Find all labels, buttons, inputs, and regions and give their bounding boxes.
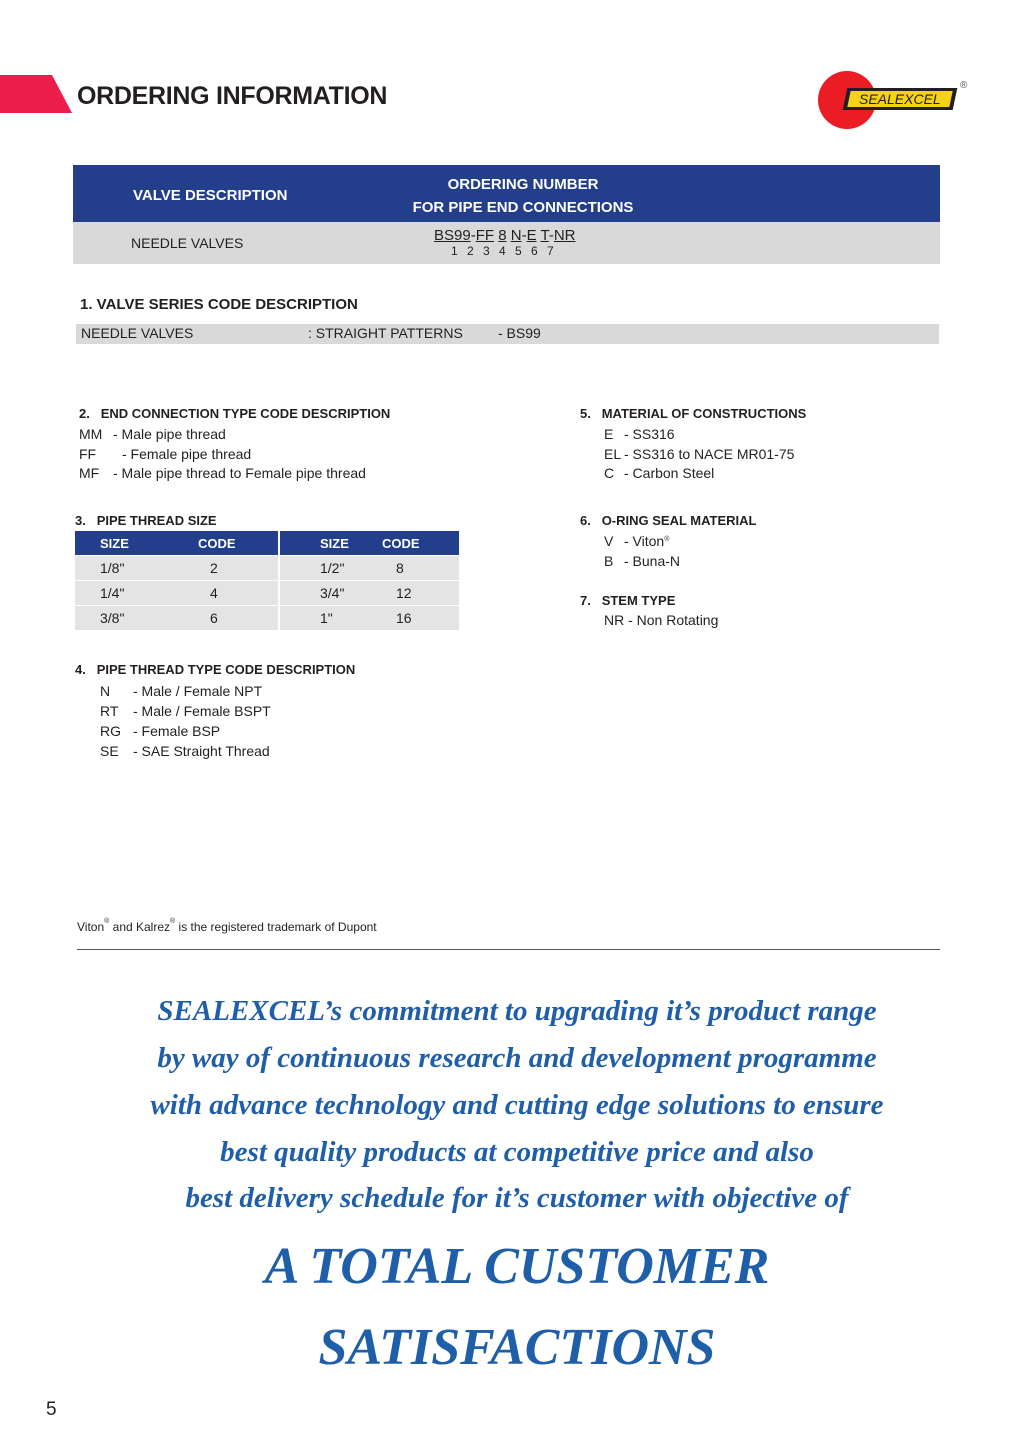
header-accent-tab bbox=[0, 75, 72, 113]
section7-title: STEM TYPE bbox=[601, 593, 676, 608]
section4-heading bbox=[75, 662, 355, 677]
list-item bbox=[79, 445, 366, 465]
section3-number: 3. bbox=[75, 513, 86, 528]
section6-heading bbox=[580, 513, 756, 528]
seal-material-list bbox=[604, 532, 680, 571]
logo-text: SEALEXCEL bbox=[859, 91, 941, 107]
item-desc: - Male / Female NPT bbox=[133, 683, 263, 699]
section5-title: MATERIAL OF CONSTRUCTIONS bbox=[601, 406, 807, 421]
item-desc: - Viton bbox=[624, 533, 665, 549]
list-item bbox=[79, 464, 366, 484]
code-separator: - bbox=[548, 227, 554, 244]
code-part-seal: T bbox=[540, 227, 549, 244]
section7-number: 7. bbox=[580, 593, 591, 608]
table-row bbox=[75, 556, 459, 581]
item-desc: - Buna-N bbox=[624, 552, 681, 569]
code-part-thread-type: N bbox=[510, 227, 522, 244]
trademark-viton: Viton bbox=[77, 920, 105, 934]
table-row bbox=[75, 606, 459, 631]
page-title: ORDERING INFORMATION bbox=[77, 82, 388, 110]
code-part-size: 8 bbox=[498, 227, 507, 244]
item-code: V bbox=[604, 533, 614, 549]
stem-type-item: NR - Non Rotating bbox=[604, 612, 719, 628]
item-code: SE bbox=[100, 743, 119, 759]
code-separator: - bbox=[470, 227, 476, 244]
section4-number: 4. bbox=[75, 662, 86, 677]
list-item bbox=[604, 464, 794, 484]
registered-mark: ® bbox=[170, 918, 176, 925]
column-header: CODE bbox=[382, 531, 459, 556]
material-list bbox=[604, 425, 794, 484]
item-desc: - Female pipe thread bbox=[122, 445, 252, 462]
valve-series-row bbox=[76, 324, 939, 344]
item-desc: - Male / Female BSPT bbox=[133, 703, 271, 719]
logo bbox=[843, 88, 958, 110]
item-desc: - Female BSP bbox=[133, 723, 221, 739]
table-cell: 3/8" bbox=[75, 606, 198, 631]
table-cell: 3/4" bbox=[279, 581, 382, 606]
slogan-headline-2: SATISFACTIONS bbox=[318, 1319, 716, 1376]
table-cell: 12 bbox=[382, 581, 459, 606]
slogan-line-4: best quality products at competitive price and also bbox=[220, 1136, 814, 1168]
section4-title: PIPE THREAD TYPE CODE DESCRIPTION bbox=[96, 662, 356, 677]
slogan-line-3: with advance technology and cutting edge solutions to ensure bbox=[150, 1089, 884, 1121]
code-part-material: E bbox=[526, 227, 537, 244]
table-header-row bbox=[75, 531, 459, 556]
section5-heading bbox=[580, 406, 806, 421]
section3-heading bbox=[75, 513, 217, 528]
series-code: - BS99 bbox=[498, 325, 541, 341]
table-cell: 8 bbox=[382, 556, 459, 581]
item-code: B bbox=[604, 552, 614, 569]
logo-registered-mark: ® bbox=[960, 80, 968, 91]
trademark-note bbox=[77, 920, 377, 934]
table-cell: 2 bbox=[198, 556, 279, 581]
ordering-code bbox=[434, 227, 576, 244]
page-number: 5 bbox=[46, 1399, 57, 1420]
trademark-owner: is the registered trademark of Dupont bbox=[175, 920, 377, 934]
table-cell: 6 bbox=[198, 606, 279, 631]
item-code: C bbox=[604, 465, 615, 481]
table-cell: 1/8" bbox=[75, 556, 198, 581]
section2-title: END CONNECTION TYPE CODE DESCRIPTION bbox=[100, 406, 391, 421]
table-cell: 1" bbox=[279, 606, 382, 631]
item-code: RG bbox=[100, 723, 121, 739]
table-cell: 16 bbox=[382, 606, 459, 631]
item-code: MM bbox=[79, 426, 103, 442]
section7-heading bbox=[580, 593, 675, 608]
item-desc: - SAE Straight Thread bbox=[133, 743, 270, 759]
section3-title: PIPE THREAD SIZE bbox=[96, 513, 217, 528]
registered-mark: ® bbox=[104, 918, 110, 925]
table-row bbox=[75, 581, 459, 606]
list-item bbox=[604, 552, 680, 572]
item-code: N bbox=[100, 683, 111, 699]
divider bbox=[77, 949, 940, 950]
item-desc: - Male pipe thread bbox=[113, 426, 226, 442]
column-header: SIZE bbox=[279, 531, 382, 556]
table-cell: 1/4" bbox=[75, 581, 198, 606]
section1-title: 1. VALVE SERIES CODE DESCRIPTION bbox=[80, 296, 358, 313]
pipe-thread-size-table bbox=[75, 531, 459, 630]
ordering-number-header bbox=[373, 173, 673, 219]
registered-mark: ® bbox=[664, 536, 670, 543]
table-cell: 1/2" bbox=[279, 556, 382, 581]
list-item bbox=[100, 721, 271, 741]
slogan-line-1: SEALEXCEL’s commitment to upgrading it’s product range bbox=[157, 995, 877, 1027]
code-part-stem: NR bbox=[553, 227, 576, 244]
slogan-line-5: best delivery schedule for it’s customer with objective of bbox=[185, 1182, 849, 1214]
ordering-table-row bbox=[73, 222, 940, 264]
item-code: MF bbox=[79, 465, 100, 481]
item-code: EL bbox=[604, 445, 622, 462]
table-cell: 4 bbox=[198, 581, 279, 606]
section6-title: O-RING SEAL MATERIAL bbox=[601, 513, 757, 528]
list-item bbox=[604, 532, 680, 552]
item-desc: - Carbon Steel bbox=[624, 465, 715, 481]
section2-number: 2. bbox=[79, 406, 90, 421]
column-header: CODE bbox=[198, 531, 279, 556]
trademark-kalrez: and Kalrez bbox=[109, 920, 171, 934]
item-code: RT bbox=[100, 703, 119, 719]
item-desc: - SS316 to NACE MR01-75 bbox=[624, 445, 795, 462]
item-code: FF bbox=[79, 445, 97, 462]
section6-number: 6. bbox=[580, 513, 591, 528]
item-desc: - Male pipe thread to Female pipe thread bbox=[113, 465, 366, 481]
series-name: NEEDLE VALVES bbox=[81, 325, 194, 341]
slogan-line-2: by way of continuous research and development programme bbox=[157, 1042, 877, 1074]
code-part-series: BS99 bbox=[434, 227, 471, 244]
code-position-numbers: 1 2 3 4 5 6 7 bbox=[451, 244, 555, 258]
slogan-headline-1: A TOTAL CUSTOMER bbox=[264, 1238, 770, 1295]
column-header: SIZE bbox=[75, 531, 198, 556]
item-code: E bbox=[604, 426, 614, 442]
valve-description-cell: NEEDLE VALVES bbox=[131, 235, 244, 251]
list-item bbox=[604, 445, 794, 465]
code-separator: - bbox=[521, 227, 527, 244]
list-item bbox=[100, 741, 271, 761]
section2-heading bbox=[79, 406, 390, 421]
series-pattern: : STRAIGHT PATTERNS bbox=[308, 325, 463, 341]
list-item bbox=[79, 425, 366, 445]
ordering-number-header-line2: FOR PIPE END CONNECTIONS bbox=[412, 199, 634, 216]
list-item bbox=[100, 701, 271, 721]
thread-type-list bbox=[100, 681, 271, 761]
section5-number: 5. bbox=[580, 406, 591, 421]
ordering-number-header-line1: ORDERING NUMBER bbox=[447, 176, 599, 193]
valve-description-header: VALVE DESCRIPTION bbox=[133, 187, 288, 204]
end-connection-list bbox=[79, 425, 366, 484]
code-part-end-connection: FF bbox=[475, 227, 495, 244]
list-item bbox=[100, 681, 271, 701]
ordering-table-header bbox=[73, 165, 940, 222]
ordering-number-table bbox=[73, 165, 940, 264]
item-desc: - SS316 bbox=[624, 426, 675, 442]
list-item bbox=[604, 425, 794, 445]
